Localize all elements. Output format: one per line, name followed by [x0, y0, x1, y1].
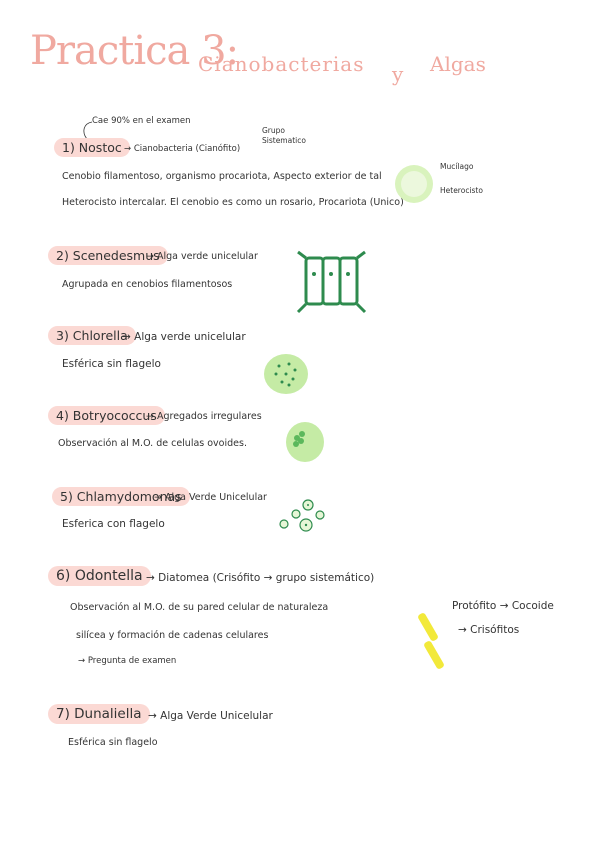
odontella-line-1: Observación al M.O. de su pared celular de naturaleza	[70, 602, 329, 613]
dunaliella-classification: → Alga Verde Unicelular	[148, 710, 273, 722]
scenedesmus-line-1: Agrupada en cenobios filamentosos	[62, 279, 233, 290]
chlorella-classification: → Alga verde unicelular	[122, 331, 246, 343]
chlorella-diagram	[262, 352, 310, 396]
page-title-algas: Algas	[430, 52, 486, 76]
page-title: Practica 3:	[30, 28, 239, 74]
section-scenedesmus-label: 2) Scenedesmus	[48, 246, 168, 265]
nostoc-label-heterocisto: Heterocisto	[440, 186, 483, 195]
scenedesmus-classification: → Alga verde unicelular	[146, 251, 258, 262]
odontella-classification: → Diatomea (Crisófito → grupo sistemático)	[146, 572, 375, 584]
nostoc-line-1: Cenobio filamentoso, organismo procariota, Aspecto exterior de tal	[62, 171, 382, 182]
section-botryococcus-label: 4) Botryococcus	[48, 406, 165, 425]
section-chlorella-label: 3) Chlorella	[48, 326, 136, 345]
chlamydomonas-classification: → Alga Verde Unicelular	[154, 492, 267, 503]
odontella-side-2: → Crisófitos	[458, 624, 520, 636]
section-odontella-label: 6) Odontella	[48, 566, 151, 586]
odontella-line-2: silícea y formación de cadenas celulares	[76, 630, 269, 641]
section-chlamydomonas-label: 5) Chlamydomonas	[52, 487, 190, 506]
chlamydomonas-line-1: Esferica con flagelo	[62, 518, 165, 530]
odontella-diagram	[412, 608, 452, 672]
scenedesmus-diagram	[294, 250, 374, 314]
nostoc-cell-diagram	[392, 162, 438, 208]
page-title-y: y	[392, 62, 404, 86]
odontella-side-1: Protófito → Cocoide	[452, 600, 554, 612]
nostoc-classification: → Cianobacteria (Cianófito)	[124, 144, 241, 154]
botryococcus-diagram	[284, 420, 326, 464]
nostoc-line-2: Heterocisto intercalar. El cenobio es como un rosario, Procariota (Unico)	[62, 197, 404, 208]
nostoc-label-mucilago: Mucílago	[440, 162, 474, 171]
botryococcus-line-1: Observación al M.O. de celulas ovoides.	[58, 438, 247, 449]
botryococcus-classification: → Agregados irregulares	[146, 411, 262, 422]
odontella-line-3: → Pregunta de examen	[78, 656, 177, 666]
section-dunaliella-label: 7) Dunaliella	[48, 704, 150, 724]
page-title-cianobacterias: Cianobacterias	[198, 52, 365, 76]
dunaliella-line-1: Esférica sin flagelo	[68, 737, 158, 748]
chlamydomonas-diagram	[276, 496, 332, 536]
nostoc-exam-note: Cae 90% en el examen	[92, 116, 191, 126]
chlorella-line-1: Esférica sin flagelo	[62, 358, 161, 370]
section-nostoc-label: 1) Nostoc	[54, 138, 130, 157]
nostoc-group-note: Grupo Sistematico	[262, 126, 306, 145]
